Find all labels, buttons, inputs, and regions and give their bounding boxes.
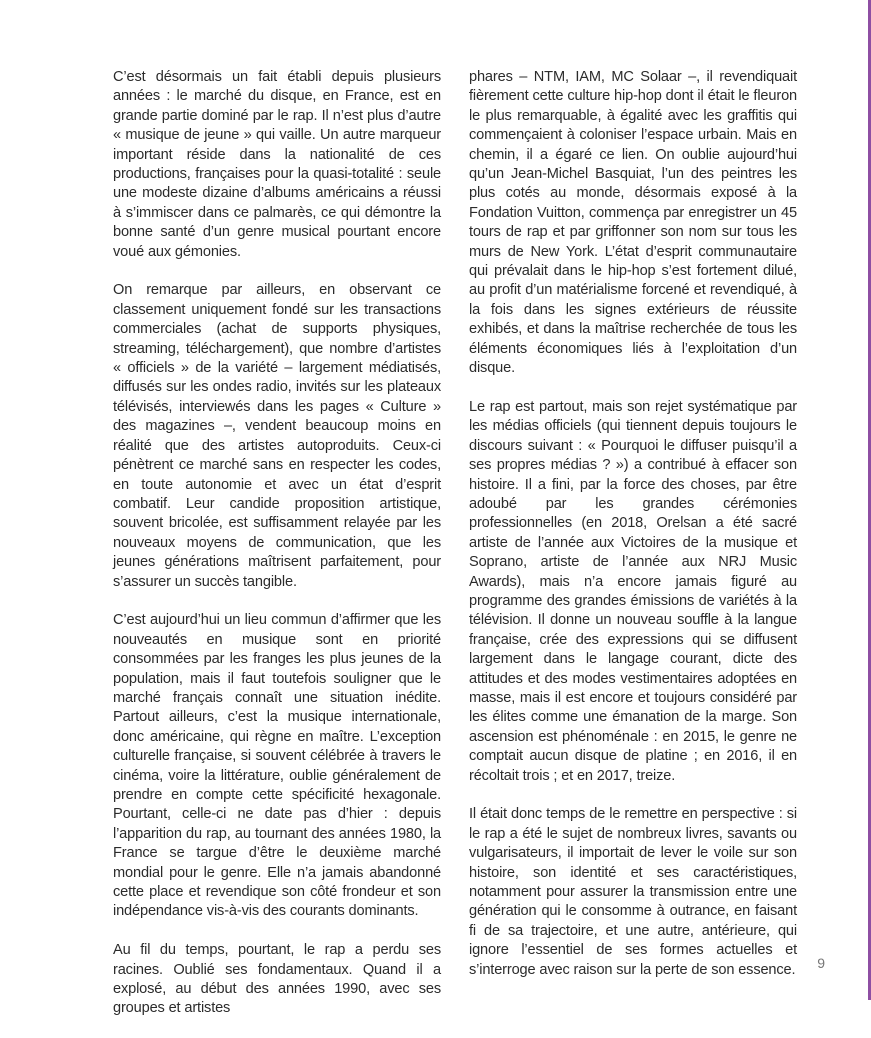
paragraph: C’est désormais un fait établi depuis plusieurs années : le marché du disque, en France, est en grande partie dominé par le rap. Il n’est plus d’autre « musique de jeune » qui vaille. Un autre marqueur important réside dans la nationalité de ces productions, françaises pour la quasi-totalité : seule une modeste dizaine d’albums américains a réussi à s’immiscer dans ce palmarès, ce qui démontre la bonne santé d’un genre musical pourtant encore voué aux gémonies. bbox=[113, 69, 441, 260]
paragraph: C’est aujourd’hui un lieu commun d’affirmer que les nouveautés en musique sont en priorité consommées par les franges les plus jeunes de la population, mais il faut toutefois souligner que le marché français connaît une situation inédite. Partout ailleurs, c’est la musique internationale, donc américaine, qui règne en maître. L’exception culturelle française, si souvent célébrée à travers le cinéma, voire la littérature, oublie généralement de prendre en compte cette spécificité hexagonale. Pourtant, celle-ci ne date pas d’hier : depuis l’apparition du rap, au tournant des années 1980, la France se targue d’être le deuxième marché mondial pour le genre. Elle n’a jamais abandonné cette place et revendique son côté frondeur et son indépendance vis-à-vis des courants dominants. bbox=[113, 612, 441, 920]
paragraph: phares – NTM, IAM, MC Solaar –, il revendiquait fièrement cette culture hip-hop dont il était le fleuron le plus remarquable, à égalité avec les graffitis qui commençaient à coloniser l’espace urbain. Mais en chemin, il a égaré ce lien. On oublie aujourd’hui qu’un Jean-Michel Basquiat, l’un des peintres les plus cotés au monde, désormais exposé à la Fondation Vuitton, commença par enregistrer un 45 tours de rap et par griffonner son nom sur tous les murs de New York. L’état d’esprit communautaire qui prévalait dans le hip-hop s’est fortement dilué, au profit d’un matérialisme forcené et revendiqué, à la fois dans les signes extérieurs de réussite exhibés, et dans la maîtrise recherchée de tous les éléments économiques liés à l’exploitation d’un disque. bbox=[469, 69, 797, 377]
left-text-column bbox=[113, 68, 441, 1038]
paragraph: Il était donc temps de le remettre en perspective : si le rap a été le sujet de nombreux livres, savants ou vulgarisateurs, il importait de lever le voile sur son histoire, son identité et ses caractéristiques, notamment pour assurer la transmission entre une génération qui le consomme à outrance, en faisant fi de sa trajectoire, et une autre, antérieure, qui ignore l’essentiel de ses formes actuelles et s’interroge avec raison sur la perte de son essence. bbox=[469, 806, 797, 978]
page-number: 9 bbox=[817, 955, 825, 971]
paragraph: Au fil du temps, pourtant, le rap a perdu ses racines. Oublié ses fondamentaux. Quand il a explosé, au début des années 1990, avec ses groupes et artistes bbox=[113, 942, 441, 1017]
paragraph: On remarque par ailleurs, en observant ce classement uniquement fondé sur les transactions commerciales (achat de supports physiques, streaming, téléchargement), que nombre d’artistes « officiels » de la variété – largement médiatisés, diffusés sur les ondes radio, invités sur les plateaux télévisés, interviewés dans les pages « Culture » des magazines –, vendent beaucoup moins en réalité que des artistes autoproduits. Ceux-ci pénètrent ce marché sans en respecter les codes, en toute autonomie et avec un état d’esprit combatif. Leur candide proposition artistique, souvent bricolée, est suffisamment relayée par les nouveaux moyens de communication, que les jeunes générations maîtrisent parfaitement, pour s’assurer un succès tangible. bbox=[113, 282, 441, 590]
right-text-column bbox=[469, 68, 797, 999]
paragraph: Le rap est partout, mais son rejet systématique par les médias officiels (qui tiennent depuis toujours le discours suivant : « Pourquoi le diffuser puisqu’il a ses propres médias ? ») a contribué à effacer son histoire. Il a fini, par la force des choses, par être adoubé par les grandes cérémonies professionnelles (en 2018, Orelsan a été sacré artiste de l’année aux Victoires de la musique et Soprano, artiste de l’année aux NRJ Music Awards), mais n’a encore jamais figuré au programme des grandes émissions de variétés à la télévision. Il donne un nouveau souffle à la langue française, crée des expressions qui se diffusent largement dans le langage courant, dicte des attitudes et des modes vestimentaires adoptées en masse, mais il est encore et toujours considéré par les élites comme une émanation de la marge. Son ascension est phénoménale : en 2015, le genre ne comptait aucun disque de platine ; en 2016, il en récoltait trois ; et en 2017, treize. bbox=[469, 398, 797, 784]
